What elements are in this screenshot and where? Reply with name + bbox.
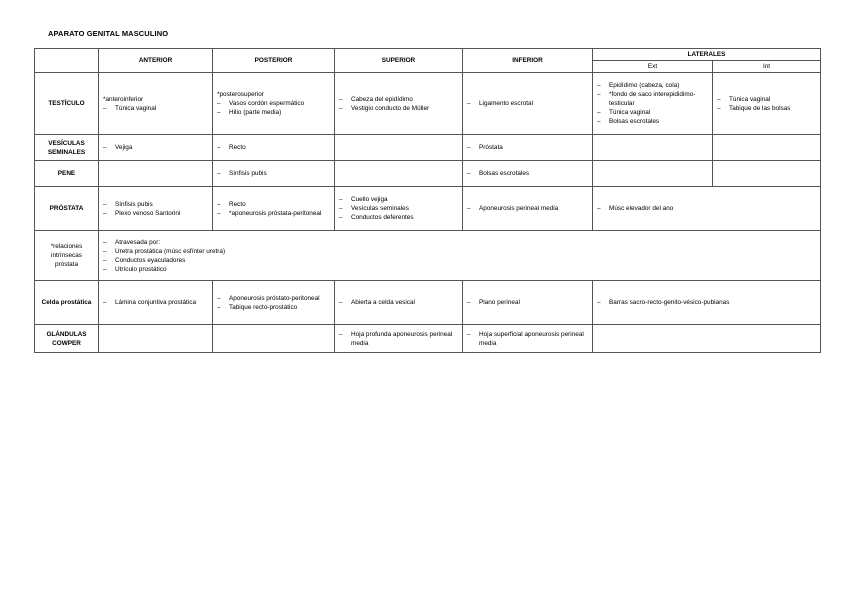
list-item: – Vesículas seminales — [339, 204, 458, 213]
cell-celda-anterior — [99, 281, 213, 325]
cell-vesiculas-posterior — [213, 135, 335, 161]
corner-cell — [35, 49, 99, 73]
header-superior: SUPERIOR — [335, 49, 463, 73]
cell-cowper-laterales — [593, 325, 821, 353]
list-item: – Sínfisis pubis — [217, 169, 330, 178]
row-label-prostata: PRÓSTATA — [35, 187, 99, 231]
list-item: – Conductos deferentes — [339, 213, 458, 222]
cell-celda-laterales — [593, 281, 821, 325]
cell-pene-anterior — [99, 161, 213, 187]
cell-cowper-anterior — [99, 325, 213, 353]
table-row — [35, 187, 821, 231]
list-item: – Túnica vaginal — [103, 104, 208, 113]
row-label-vesiculas: VESÍCULAS SEMINALES — [35, 135, 99, 161]
list-item: – Vejiga — [103, 143, 208, 152]
list-item: – Vestigio conducto de Müller — [339, 104, 458, 113]
cell-note: *posterosuperior — [217, 91, 264, 98]
cell-celda-posterior — [213, 281, 335, 325]
list-item: – Músc elevador del ano — [597, 204, 816, 213]
list-item: – Túnica vaginal — [717, 95, 816, 104]
list-item: – Lámina conjuntiva prostática — [103, 298, 208, 307]
table-row — [35, 161, 821, 187]
header-laterales: LATERALES — [593, 49, 821, 61]
list-item: – Uretra prostática (músc esfínter uretra) — [103, 247, 816, 256]
list-item: – Utrículo prostático — [103, 265, 816, 274]
table-row — [35, 325, 821, 353]
cell-prostata-superior — [335, 187, 463, 231]
cell-testiculo-superior — [335, 73, 463, 135]
list-item: – Epidídimo (cabeza, cola) — [597, 81, 708, 90]
list-item: – Ligamento escrotal — [467, 99, 588, 108]
page-title: APARATO GENITAL MASCULINO — [48, 29, 169, 38]
cell-prostata-laterales — [593, 187, 821, 231]
row-label-relaciones: *relaciones intrínsecas próstata — [35, 231, 99, 281]
header-inferior: INFERIOR — [463, 49, 593, 73]
list-item: – Sínfisis pubis — [103, 200, 208, 209]
cell-celda-inferior — [463, 281, 593, 325]
list-item: – Aponeurosis próstato-peritoneal — [217, 294, 330, 303]
cell-relaciones — [99, 231, 821, 281]
cell-pene-posterior — [213, 161, 335, 187]
row-label-pene: PENE — [35, 161, 99, 187]
cell-prostata-inferior — [463, 187, 593, 231]
list-item: – Cabeza del epidídimo — [339, 95, 458, 104]
list-item: – Bolsas escrotales — [467, 169, 588, 178]
list-item: – Hoja superficial aponeurosis perineal media — [467, 330, 588, 348]
list-item: – Recto — [217, 200, 330, 209]
cell-prostata-anterior — [99, 187, 213, 231]
cell-pene-ext — [593, 161, 713, 187]
cell-pene-superior — [335, 161, 463, 187]
list-item: – Vasos cordón espermático — [217, 99, 330, 108]
list-item: – Hilio (parte media) — [217, 108, 330, 117]
cell-note: *anteroinferior — [103, 95, 144, 103]
list-item: – Próstata — [467, 143, 588, 152]
list-item: – Cuello vejiga — [339, 195, 458, 204]
cell-testiculo-anterior — [99, 73, 213, 135]
list-item: – Conductos eyaculadores — [103, 256, 816, 265]
table-row — [35, 281, 821, 325]
header-ext: Ext — [593, 61, 713, 73]
table-row — [35, 231, 821, 281]
list-item: – Tabique de las bolsas — [717, 104, 816, 113]
header-int: Int — [713, 61, 821, 73]
cell-testiculo-int — [713, 73, 821, 135]
cell-cowper-superior — [335, 325, 463, 353]
relations-table — [34, 48, 821, 353]
row-label-celda: Celda prostática — [35, 281, 99, 325]
header-posterior: POSTERIOR — [213, 49, 335, 73]
list-item: – Plano perineal — [467, 298, 588, 307]
list-item: – Abierta a celda vesical — [339, 298, 458, 307]
header-anterior: ANTERIOR — [99, 49, 213, 73]
cell-vesiculas-ext — [593, 135, 713, 161]
list-item: – Aponeurosis perineal media — [467, 204, 588, 213]
list-item: – Tabique recto-prostático — [217, 303, 330, 312]
cell-vesiculas-superior — [335, 135, 463, 161]
cell-testiculo-ext — [593, 73, 713, 135]
list-item: – Atravesada por: — [103, 238, 816, 247]
cell-cowper-inferior — [463, 325, 593, 353]
row-label-testiculo: TESTÍCULO — [35, 73, 99, 135]
cell-vesiculas-anterior — [99, 135, 213, 161]
list-item: – *fondo de saco interepididimo-testicular — [597, 90, 708, 108]
cell-cowper-posterior — [213, 325, 335, 353]
list-item: – Barras sacro-recto-genito-vésico-pubianas — [597, 298, 816, 307]
list-item: – Túnica vaginal — [597, 108, 708, 117]
list-item: – Recto — [217, 143, 330, 152]
cell-prostata-posterior — [213, 187, 335, 231]
row-label-cowper: GLÁNDULAS COWPER — [35, 325, 99, 353]
cell-testiculo-inferior — [463, 73, 593, 135]
cell-pene-int — [713, 161, 821, 187]
cell-celda-superior — [335, 281, 463, 325]
table-row — [35, 73, 821, 135]
cell-testiculo-posterior — [213, 73, 335, 135]
table-row — [35, 135, 821, 161]
cell-vesiculas-int — [713, 135, 821, 161]
cell-pene-inferior — [463, 161, 593, 187]
list-item: – Plexo venoso Santorini — [103, 209, 208, 218]
list-item: – Hoja profunda aponeurosis perineal media — [339, 330, 458, 348]
cell-vesiculas-inferior — [463, 135, 593, 161]
list-item: – *aponeurosis próstata-peritoneal — [217, 209, 330, 218]
list-item: – Bolsas escrotales — [597, 117, 708, 126]
